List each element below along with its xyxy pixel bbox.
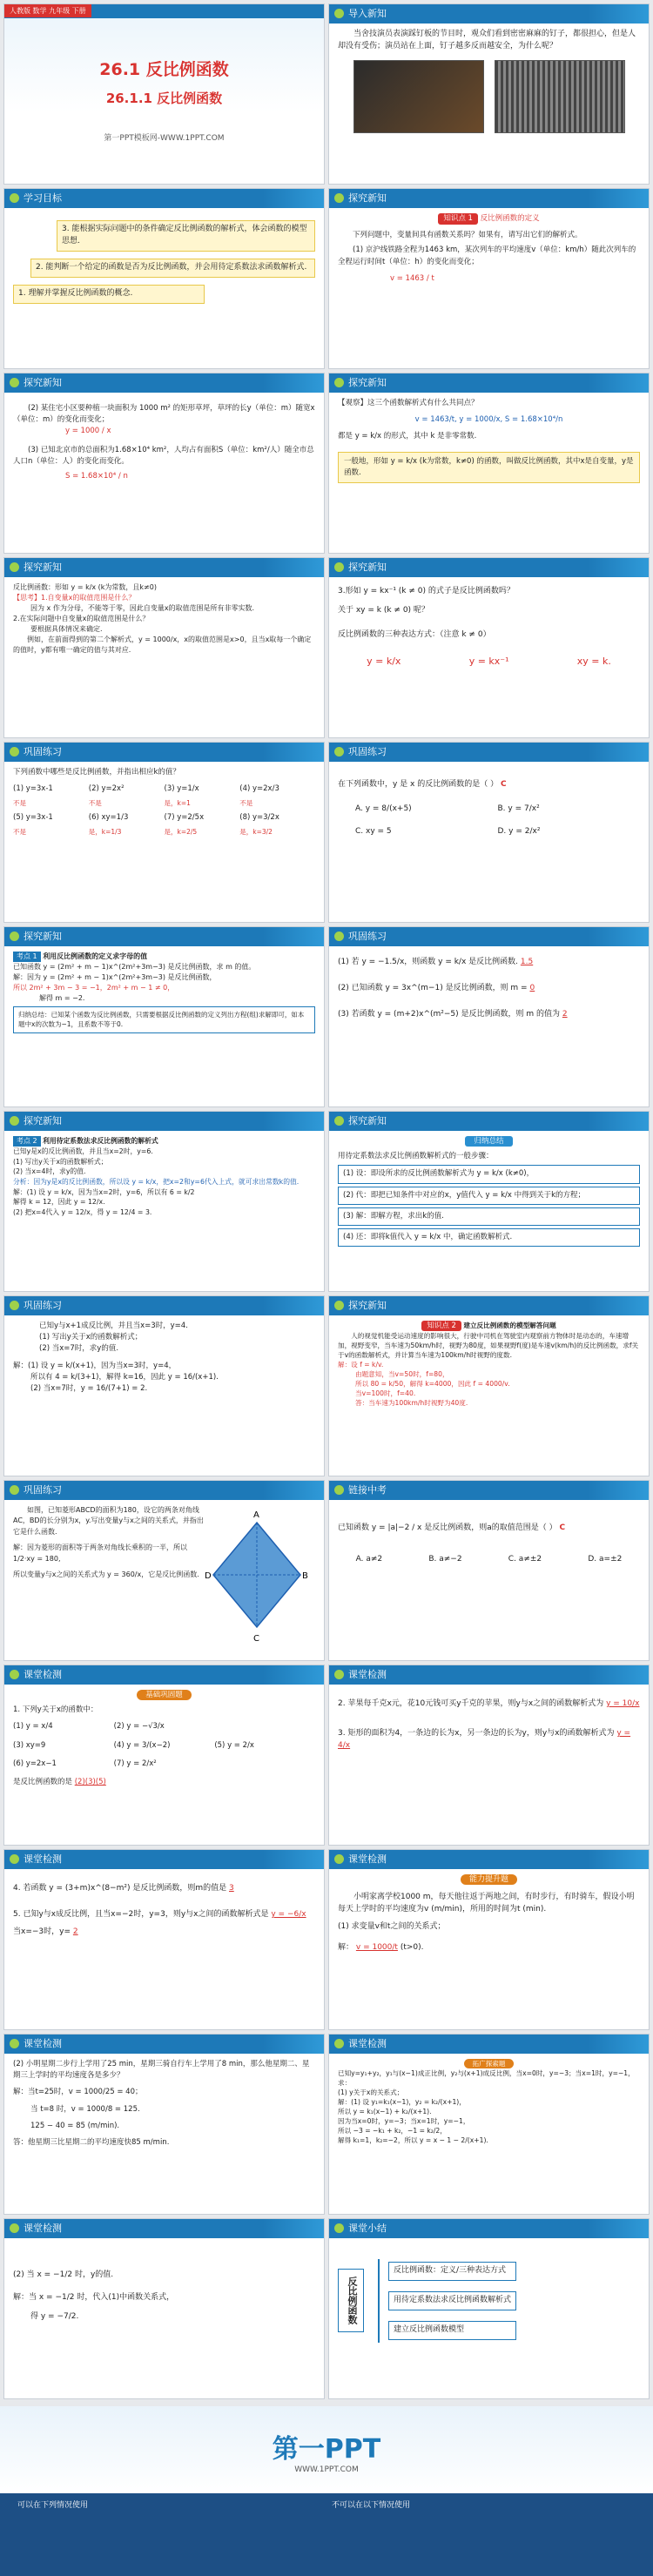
- model-problem: 人的视觉机能受运动速度的影响很大，行驶中司机在驾驶室内观察前方物体时是动态的，车速增加，视野变窄，当车速为50km/h时，视野为80度，如果视野f(度)是车速v(km/h)的反比例函数，求f关于v的函数解析式，并计算当车速为100km/h时视野的度数.: [338, 1332, 639, 1360]
- choice-answer: C: [500, 780, 507, 789]
- step-4: (4) 还：即将k值代入 y = k/x 中，确定函数解析式.: [338, 1228, 640, 1247]
- option-b: B. y = 7/x²: [497, 804, 540, 813]
- test-q3: 3. 矩形的面积为4，一条边的长为x，另一条边的长为y，则y与x的函数解析式为: [338, 1728, 615, 1738]
- slide-header: 课堂检测: [4, 2219, 324, 2238]
- model-sol-1: 解：设 f = k/v.: [338, 1361, 384, 1369]
- fill-question-3: (3) 若函数 y = (m+2)x^(m²−5) 是反比例函数，则 m 的值为: [338, 1009, 560, 1019]
- slide-test-2: [328, 1665, 650, 1846]
- slide-goals: [3, 188, 325, 369]
- point-tag: 考点 2: [13, 1136, 41, 1147]
- extend-q2-sol: 解：当 x = −1/2 时，代入(1)中函数关系式，: [13, 2292, 175, 2302]
- item: (5) y = 2/x: [214, 1740, 254, 1750]
- slide-header: 探究新知: [4, 1112, 324, 1131]
- test-question: 1. 下列y关于x的函数中：: [13, 1705, 98, 1715]
- question-2: (2) 某住宅小区要种植一块面积为 1000 m² 的矩形草坪，草坪的长y（单位：m）随宽x（单位：m）的变化而变化；: [13, 404, 315, 425]
- slide-header: 课堂检测: [329, 2035, 649, 2054]
- item: (6) xy=1/3: [88, 812, 129, 822]
- summary-title: 归纳总结: [465, 1136, 512, 1147]
- practice-solution-2: 所以有 4 = k/(3+1)，解得 k=16，因此 y = 16/(x+1).: [30, 1372, 219, 1382]
- summary-box: 归纳总结：已知某个函数为反比例函数，只需要根据反比例函数的定义列出方程(组)求解即可，如本题中x的次数为−1，且系数不等于0.: [13, 1006, 315, 1033]
- slide-three-forms: [328, 557, 650, 738]
- item-answer: 是，k=1: [164, 799, 191, 808]
- item: (8) y=3/2x: [239, 812, 279, 822]
- knowledge-pill: 知识点 2: [421, 1321, 461, 1331]
- slide-header: 课堂检测: [4, 1665, 324, 1685]
- goal-3: 3. 能根据实际问题中的条件确定反比例函数的解析式，体会函数的模型思想.: [57, 220, 315, 252]
- slide-test-1: [3, 1665, 325, 1846]
- practice-grid: [13, 784, 315, 837]
- option-c: C. a≠±2: [508, 1554, 542, 1564]
- slide-header: 探究新知: [4, 927, 324, 946]
- test-answer: (2)(3)(5): [74, 1777, 106, 1786]
- extend-sol-4: 所以 −3 = −k₁ + k₂，−1 = k₂/2，: [338, 2127, 447, 2135]
- slide-explore-2: [3, 373, 325, 554]
- summary-item-3: 建立反比例函数模型: [388, 2321, 516, 2340]
- cover-title: 26.1 反比例函数: [99, 60, 229, 79]
- answer-2: y = 1000 / x: [65, 427, 111, 436]
- think-a2: 要根据具体情况来确定.: [30, 625, 103, 633]
- extend-sol-3: 因为当x=0时，y=−3；当x=1时，y=−1，: [338, 2117, 470, 2125]
- ability-q1: (1) 求变量v和t之间的关系式；: [338, 1921, 446, 1931]
- slide-cover: [3, 3, 325, 185]
- extend-q1: (1) y关于x的关系式；: [338, 2088, 404, 2096]
- extend-sol-1: 解：(1) 设 y₁=k₁(x−1)，y₂ = k₂/(x+1)，: [338, 2098, 466, 2106]
- test-fill: 是反比例函数的是: [13, 1777, 73, 1786]
- slide-exam: [328, 1480, 650, 1661]
- footer-panel: [0, 2406, 653, 2576]
- definition-box: 一般地，形如 y = k/x (k为常数，k≠0) 的函数，叫做反比例函数，其中x是自变量，y是函数.: [338, 452, 640, 483]
- extend-sol-2: 所以 y = k₁(x−1) + k₂/(x+1).: [338, 2108, 432, 2115]
- model-sol-4: 当v=100时，f=40.: [355, 1389, 416, 1398]
- step-1: (1) 设：即设所求的反比例函数解析式为 y = k/x (k≠0)，: [338, 1165, 640, 1183]
- level-badge: 拓广探索题: [464, 2059, 515, 2068]
- slide-header: 巩固练习: [329, 743, 649, 762]
- slide-header: 课堂检测: [4, 2035, 324, 2054]
- slide-practice-3: [328, 926, 650, 1107]
- slide-point-2: [3, 1111, 325, 1292]
- slide-header: 探究新知: [329, 1296, 649, 1315]
- test-a4: 3: [229, 1884, 234, 1893]
- goal-1: 1. 理解并掌握反比例函数的概念.: [13, 285, 205, 304]
- test-a2: y = 10/x: [606, 1699, 640, 1708]
- steps-heading: 用待定系数法求反比例函数解析式的一般步骤：: [338, 1152, 494, 1161]
- slide-observe: [328, 373, 650, 554]
- test-q5b: 当x=−3时，y=: [13, 1927, 71, 1936]
- cover-link[interactable]: 第一PPT模板网-WWW.1PPT.COM: [104, 134, 225, 143]
- option-b: B. a≠−2: [428, 1554, 462, 1564]
- practice-q2: (2) 当x=7时，求y的值.: [39, 1344, 119, 1354]
- choice-question: 在下列函数中，y 是 x 的反比例函数的是（ ）: [338, 780, 499, 789]
- slide-practice-1: [3, 742, 325, 923]
- slide-header: 探究新知: [329, 1112, 649, 1131]
- item-answer: 不是: [239, 799, 253, 808]
- slide-header: 导入新知: [329, 4, 649, 24]
- slide-test-6: [328, 2034, 650, 2215]
- test-q2: 2. 苹果每千克x元，花10元钱可买y千克的苹果，则y与x之间的函数解析式为: [338, 1699, 604, 1708]
- knowledge-title: 建立反比例函数的模型解答问题: [463, 1322, 556, 1329]
- knowledge-title: 反比例函数的定义: [480, 214, 540, 223]
- point-question: 已知函数 y = (2m² + m − 1)x^(2m²+3m−3) 是反比例函数，求 m 的值。: [13, 963, 256, 971]
- slide-point-1: [3, 926, 325, 1107]
- forms-heading: 反比例函数的三种表达方式：（注意 k ≠ 0）: [338, 629, 491, 639]
- point-answer: 解得 m = −2.: [39, 994, 85, 1002]
- model-sol-3: 所以 80 = k/50，解得 k=4000，因此 f = 4000/v.: [355, 1380, 510, 1389]
- item: (5) y=3x-1: [13, 812, 53, 822]
- goal-2: 2. 能判断一个给定的函数是否为反比例函数，并会用待定系数法求函数解析式.: [30, 259, 315, 278]
- slide-header: 巩固练习: [4, 1296, 324, 1315]
- nail-board-photo: [353, 60, 484, 133]
- slide-think: [3, 557, 325, 738]
- step-2: (2) 代：即把已知条件中对应的x，y值代入 y = k/x 中得到关于k的方程；: [338, 1187, 640, 1205]
- speed-question: (2) 小明星期二步行上学用了25 min，星期三骑自行车上学用了8 min，那么他星期二、星期三上学时的平均速度各是多少？: [13, 2060, 310, 2081]
- nails-photo: [495, 60, 625, 133]
- slide-header: 链接中考: [329, 1481, 649, 1500]
- example-text: 已知y是x的反比例函数，并且当x=2时，y=6.: [13, 1147, 153, 1155]
- option-c: C. xy = 5: [355, 826, 392, 836]
- fill-question-1: (1) 若 y = −1.5/x，则函数 y = k/x 是反比例函数.: [338, 958, 519, 966]
- test-a5: y = −6/x: [271, 1909, 306, 1919]
- speed-sol-3: 125 − 40 = 85 (m/min).: [30, 2121, 120, 2130]
- summary-center: 反比例函数: [338, 2269, 364, 2332]
- slide-header: 巩固练习: [4, 743, 324, 762]
- ability-question: 小明家离学校1000 m，每天他往返于两地之间，有时步行，有时骑车，假设小明每天上学时的平均速度为v (m/min)，所用的时间为t (min).: [338, 1892, 635, 1914]
- question-text: 下列问题中，变量间具有函数关系吗？如果有，请写出它们的解析式。: [353, 231, 582, 240]
- item: (7) y = 2/x²: [113, 1759, 157, 1768]
- item: (2) y=2x²: [88, 784, 125, 794]
- test-q4: 4. 若函数 y = (3+m)x^(8−m²) 是反比例函数，则m的值是: [13, 1884, 227, 1893]
- observe-formulas: v = 1463/t, y = 1000/x, S = 1.68×10⁴/n: [414, 415, 563, 425]
- observe-common: 都是 y = k/x 的形式，其中 k 是非零常数.: [338, 432, 477, 441]
- item: (6) y=2x−1: [13, 1759, 57, 1768]
- practice-solution-1: 解：(1) 设 y = k/(x+1)，因为当x=3时，y=4，: [13, 1361, 177, 1370]
- rhombus-question: 如图，已知菱形ABCD的面积为180，设它的两条对角线AC，BD的长分别为x，y.写出变量y与x之间的关系式，并指出它是什么函数.: [13, 1506, 204, 1536]
- footer-right-title: 不可以在以下情况使用: [332, 2501, 411, 2510]
- fill-question-2: (2) 已知函数 y = 3x^(m−1) 是反比例函数，则 m =: [338, 983, 528, 992]
- slide-header: 巩固练习: [4, 1481, 324, 1500]
- item-answer: 是，k=3/2: [239, 828, 273, 837]
- example-analysis: 分析：因为y是x的反比例函数，所以设 y = k/x，把x=2和y=6代入上式，就可求出常数k的值.: [13, 1178, 300, 1187]
- practice-text: 已知y与x+1成反比例，并且当x=3时，y=4.: [39, 1322, 188, 1330]
- level-badge: 能力提升题: [461, 1874, 517, 1885]
- observe-question: 【观察】这三个函数解析式有什么共同点？: [338, 399, 479, 407]
- think-example: 例如，在前面得到的第二个解析式，y = 1000/x，x的取值范围是x>0，且当x取每一个确定的值时，y都有唯一确定的值与其对应.: [13, 636, 312, 654]
- extend-q2: (2) 当 x = −1/2 时，y的值.: [13, 2270, 114, 2279]
- footer-url[interactable]: WWW.1PPT.COM: [294, 2465, 359, 2474]
- ability-answer: v = 1000/t: [355, 1942, 398, 1952]
- summary-item-2: 用待定系数法求反比例函数解析式: [388, 2291, 516, 2310]
- speed-answer: 答：他星期三比星期二的平均速度快85 m/min.: [13, 2137, 170, 2147]
- item: (4) y=2x/3: [239, 784, 279, 794]
- point-title: 利用待定系数法求反比例函数的解析式: [43, 1137, 158, 1145]
- item: (7) y=2/5x: [164, 812, 205, 822]
- question-1: (1) 京沪线铁路全程为1463 km，某次列车的平均速度v（单位：km/h）随此次列车的全程运行时间t（单位：h）的变化而变化；: [338, 245, 636, 266]
- slide-practice-4: [3, 1295, 325, 1476]
- slide-header: 探究新知: [329, 558, 649, 577]
- slide-header: 探究新知: [329, 189, 649, 208]
- practice-solution-3: (2) 当x=7时，y = 16/(7+1) = 2.: [30, 1383, 148, 1393]
- rhombus-diagram: [205, 1505, 309, 1644]
- point-tag: 考点 1: [13, 952, 41, 962]
- vertex-label: C: [253, 1634, 259, 1644]
- slide-test-7: [3, 2218, 325, 2399]
- slide-header: 探究新知: [4, 558, 324, 577]
- slide-test-3: [3, 1849, 325, 2030]
- edition-badge: 人教版 数学 九年级 下册: [4, 4, 91, 17]
- fill-answer-3: 2: [562, 1009, 568, 1019]
- item: (2) y = −√3/x: [113, 1722, 165, 1732]
- footer-left-title: 可以在下列情况使用: [17, 2501, 89, 2510]
- slide-knowledge-2: [328, 1295, 650, 1476]
- ability-domain: (t>0).: [400, 1942, 424, 1952]
- item: (3) y=1/x: [164, 784, 199, 794]
- test-a3: y = 4/x: [338, 1728, 631, 1750]
- item-answer: 是，k=2/5: [164, 828, 198, 837]
- option-a: A. a≠2: [355, 1554, 383, 1564]
- summary-item-1: 反比例函数：定义/三种表达方式: [388, 2262, 516, 2281]
- vertex-label: D: [205, 1571, 212, 1581]
- test-q5: 5. 已知y与x成反比例，且当x=−2时，y=3，则y与x之间的函数解析式是: [13, 1909, 269, 1919]
- forms-question-2: 关于 xy = k (k ≠ 0) 呢？: [338, 605, 429, 615]
- model-sol-2: 由题意知，当v=50时，f=80，: [355, 1370, 449, 1379]
- step-3: (3) 解：即解方程，求出k的值.: [338, 1207, 640, 1226]
- slide-header: 探究新知: [329, 373, 649, 393]
- fill-answer-1: 1.5: [520, 958, 534, 966]
- extend-sol-5: 解得 k₁=1，k₂=−2，所以 y = x − 1 − 2/(x+1).: [338, 2136, 488, 2144]
- footer-logo: 第一PPT: [272, 2434, 381, 2465]
- slide-test-5: [3, 2034, 325, 2215]
- knowledge-pill: 知识点 1: [438, 213, 478, 225]
- slide-header: 学习目标: [4, 189, 324, 208]
- item: (3) xy=9: [13, 1740, 46, 1750]
- slide-rhombus: [3, 1480, 325, 1661]
- think-q2: 2.在实际问题中自变量x的取值范围是什么？: [13, 615, 150, 622]
- think-a1: 因为 x 作为分母，不能等于零，因此自变量x的取值范围是所有非零实数.: [30, 604, 255, 612]
- fill-answer-2: 0: [529, 983, 535, 992]
- exam-answer: C: [559, 1523, 566, 1532]
- speed-sol-2: 当 t=8 时，v = 1000/8 = 125.: [30, 2104, 140, 2114]
- vertex-label: B: [302, 1571, 308, 1581]
- slide-header: 课堂检测: [329, 1850, 649, 1869]
- item-answer: 不是: [13, 799, 26, 808]
- slide-summary-steps: [328, 1111, 650, 1292]
- answer-1: v = 1463 / t: [390, 273, 434, 283]
- answer-3: S = 1.68×10⁴ / n: [65, 471, 128, 481]
- speed-sol-1: 解：当t=25时，v = 1000/25 = 40；: [13, 2088, 143, 2097]
- practice-q1: (1) 写出y关于x的函数解析式；: [39, 1333, 143, 1342]
- slide-knowledge-1: [328, 188, 650, 369]
- extend-q2-answer: 得 y = −7/2.: [30, 2311, 79, 2321]
- extend-question: 已知y=y₁+y₂，y₁与(x−1)成正比例，y₂与(x+1)成反比例，当x=0时，y=−3；当x=1时，y=−1，求：: [338, 2069, 635, 2087]
- practice-question: 下列函数中哪些是反比例函数，并指出相应k的值？: [13, 768, 180, 777]
- slide-header: 课堂检测: [4, 1850, 324, 1869]
- slide-header: 巩固练习: [329, 927, 649, 946]
- item: (4) y = 3/(x−2): [113, 1740, 171, 1750]
- model-answer: 答：当车速为100km/h时视野为40度.: [355, 1399, 468, 1408]
- example-q1: (1) 写出y关于x的函数解析式；: [13, 1157, 108, 1166]
- slide-test-4: [328, 1849, 650, 2030]
- slide-header: 课堂检测: [329, 1665, 649, 1685]
- question-3: (3) 已知北京市的总面积为1.68×10⁴ km²，人均占有面积S（单位：km²/人）随全市总人口n（单位：人）的变化而变化。: [13, 445, 314, 466]
- rhombus-solution-2: 所以变量y与x之间的关系式为 y = 360/x，它是反比例函数.: [13, 1570, 199, 1578]
- definition-recall: 反比例函数：形如 y = k/x (k为常数，且k≠0): [13, 583, 157, 591]
- option-a: A. y = 8/(x+5): [355, 804, 412, 813]
- slide-summary: [328, 2218, 650, 2399]
- exam-question: 已知函数 y = |a|−2 / x 是反比例函数，则a的取值范围是（ ）: [338, 1523, 557, 1532]
- example-solution-2: 解得 k = 12，因此 y = 12/x.: [13, 1198, 105, 1207]
- item: (1) y=3x-1: [13, 784, 53, 794]
- item-answer: 不是: [13, 828, 26, 837]
- ability-solution-label: 解：: [338, 1942, 354, 1952]
- option-d: D. a=±2: [588, 1554, 623, 1564]
- form-1: y = k/x: [367, 655, 401, 667]
- form-2: y = kx⁻¹: [468, 655, 509, 667]
- slide-practice-2: [328, 742, 650, 923]
- cover-subtitle: 26.1.1 反比例函数: [105, 91, 223, 106]
- rhombus-solution-1: 解：因为菱形的面积等于两条对角线长乘积的一半，所以 1/2·xy = 180,: [13, 1544, 187, 1563]
- item: (1) y = x/4: [13, 1722, 53, 1732]
- forms-question-1: 3.形如 y = kx⁻¹ (k ≠ 0) 的式子是反比例函数吗？: [338, 587, 515, 595]
- think-q1: 【思考】1.自变量x的取值范围是什么？: [13, 594, 136, 602]
- example-solution-1: 解：(1) 设 y = k/x，因为当x=2时，y=6，所以有 6 = k/2: [13, 1187, 195, 1196]
- test-a5b: 2: [72, 1927, 78, 1936]
- slide-header: 探究新知: [4, 373, 324, 393]
- intro-text: 当舍技演员表演踩钉板的节目时，观众们看到密密麻麻的钉子，都很担心，但是人却没有受伤；演员站在上面，钉子越多反而越安全，为什么呢？: [338, 30, 636, 50]
- item-answer: 是，k=1/3: [88, 828, 122, 837]
- point-solution-1: 解：因为 y = (2m² + m − 1)x^(2m²+3m−3) 是反比例函数，: [13, 973, 217, 981]
- form-3: xy = k.: [576, 655, 611, 667]
- point-title: 利用反比例函数的定义求字母的值: [43, 952, 148, 960]
- item-answer: 不是: [88, 799, 102, 808]
- vertex-label: A: [253, 1510, 259, 1520]
- slide-intro: [328, 3, 650, 185]
- option-d: D. y = 2/x²: [497, 826, 541, 836]
- point-solution-2: 所以 2m² + 3m − 3 = −1，2m² + m − 1 ≠ 0，: [13, 984, 175, 992]
- slide-header: 课堂小结: [329, 2219, 649, 2238]
- level-badge: 基础巩固题: [137, 1690, 192, 1700]
- example-q2: (2) 当x=4时，求y的值.: [13, 1167, 86, 1176]
- example-solution-3: (2) 把x=4代入 y = 12/x，得 y = 12/4 = 3.: [13, 1208, 152, 1217]
